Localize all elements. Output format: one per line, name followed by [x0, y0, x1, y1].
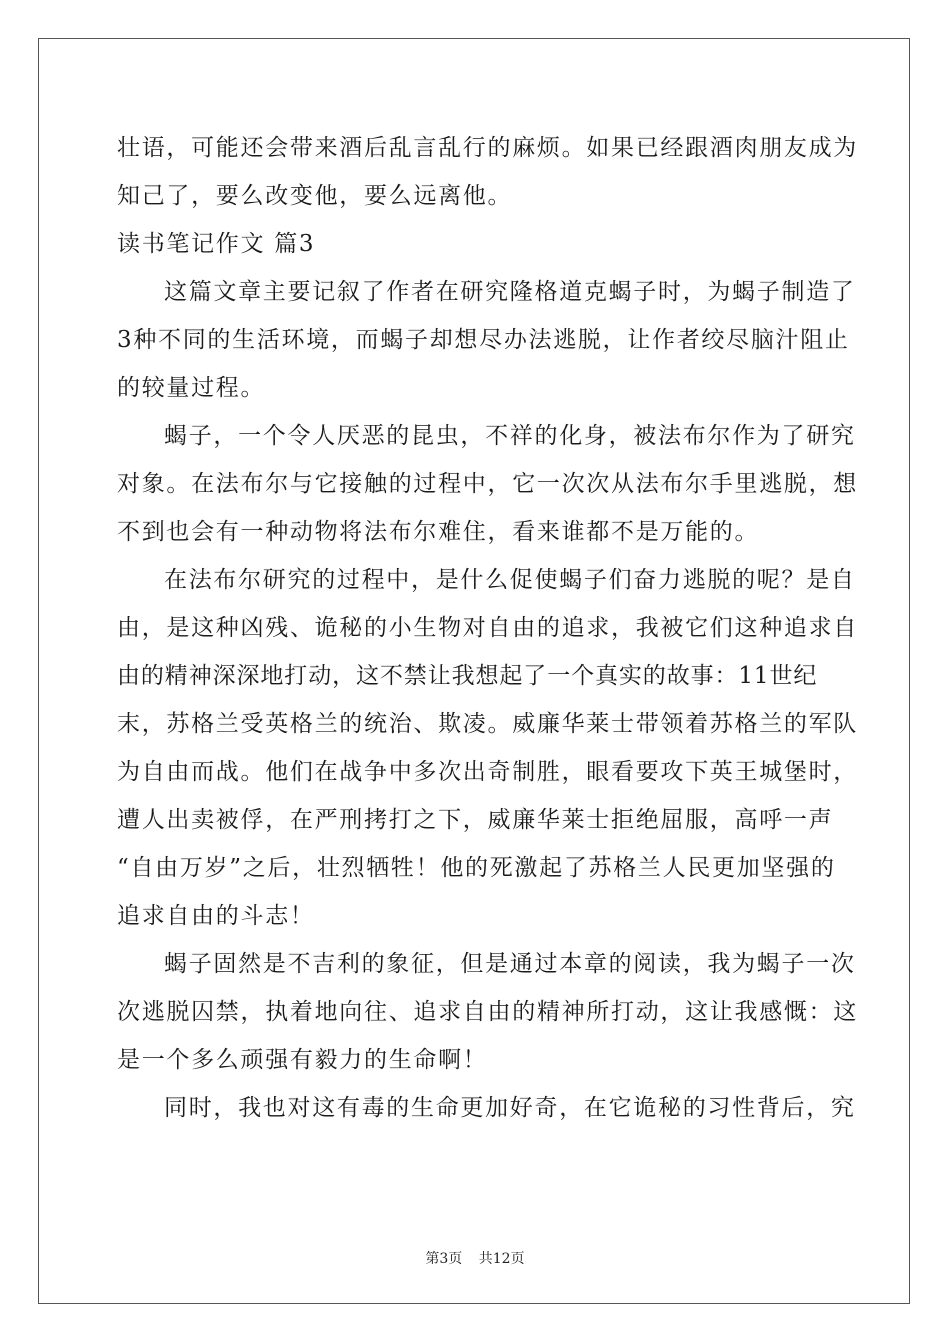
paragraph-start: 在法布尔研究的过程中，是什么促使蝎子们奋力逃脱的呢？是自 [164, 567, 856, 593]
page-number: 第3页 [425, 1251, 463, 1267]
text-line: 知己了，要么改变他，要么远离他。 [117, 183, 513, 209]
text-line: 由的精神深深地打动，这不禁让我想起了一个真实的故事：11世纪 [117, 663, 818, 689]
section-heading: 读书笔记作文 篇3 [117, 231, 316, 257]
text-line: 的较量过程。 [117, 375, 266, 401]
text-line: 末，苏格兰受英格兰的统治、欺凌。威廉华莱士带领着苏格兰的军队 [117, 711, 858, 737]
text-line: 不到也会有一种动物将法布尔难住，看来谁都不是万能的。 [117, 519, 760, 545]
text-line: “自由万岁”之后，壮烈牺牲！他的死激起了苏格兰人民更加坚强的 [117, 855, 836, 881]
text-line: 由，是这种凶残、诡秘的小生物对自由的追求，我被它们这种追求自 [117, 615, 858, 641]
text-line: 遭人出卖被俘，在严刑拷打之下，威廉华莱士拒绝屈服，高呼一声 [117, 807, 834, 833]
document-body [117, 124, 858, 1132]
page-footer [0, 1248, 950, 1268]
text-line: 次逃脱囚禁，执着地向往、追求自由的精神所打动，这让我感慨：这 [117, 999, 858, 1025]
text-line: 3种不同的生活环境，而蝎子却想尽办法逃脱，让作者绞尽脑汁阻止 [117, 327, 850, 353]
paragraph-start: 蝎子，一个令人厌恶的昆虫，不祥的化身，被法布尔作为了研究 [164, 423, 856, 449]
text-line: 对象。在法布尔与它接触的过程中，它一次次从法布尔手里逃脱，想 [117, 471, 858, 497]
paragraph-start: 这篇文章主要记叙了作者在研究隆格道克蝎子时，为蝎子制造了 [164, 279, 856, 305]
paragraph-start: 同时，我也对这有毒的生命更加好奇，在它诡秘的习性背后，究 [164, 1095, 856, 1121]
text-line: 为自由而战。他们在战争中多次出奇制胜，眼看要攻下英王城堡时， [117, 759, 858, 785]
page-total: 共12页 [478, 1251, 525, 1267]
paragraph-start: 蝎子固然是不吉利的象征，但是通过本章的阅读，我为蝎子一次 [164, 951, 856, 977]
text-line: 追求自由的斗志！ [117, 903, 315, 929]
text-line: 壮语，可能还会带来酒后乱言乱行的麻烦。如果已经跟酒肉朋友成为 [117, 135, 858, 161]
text-line: 是一个多么顽强有毅力的生命啊！ [117, 1047, 488, 1073]
